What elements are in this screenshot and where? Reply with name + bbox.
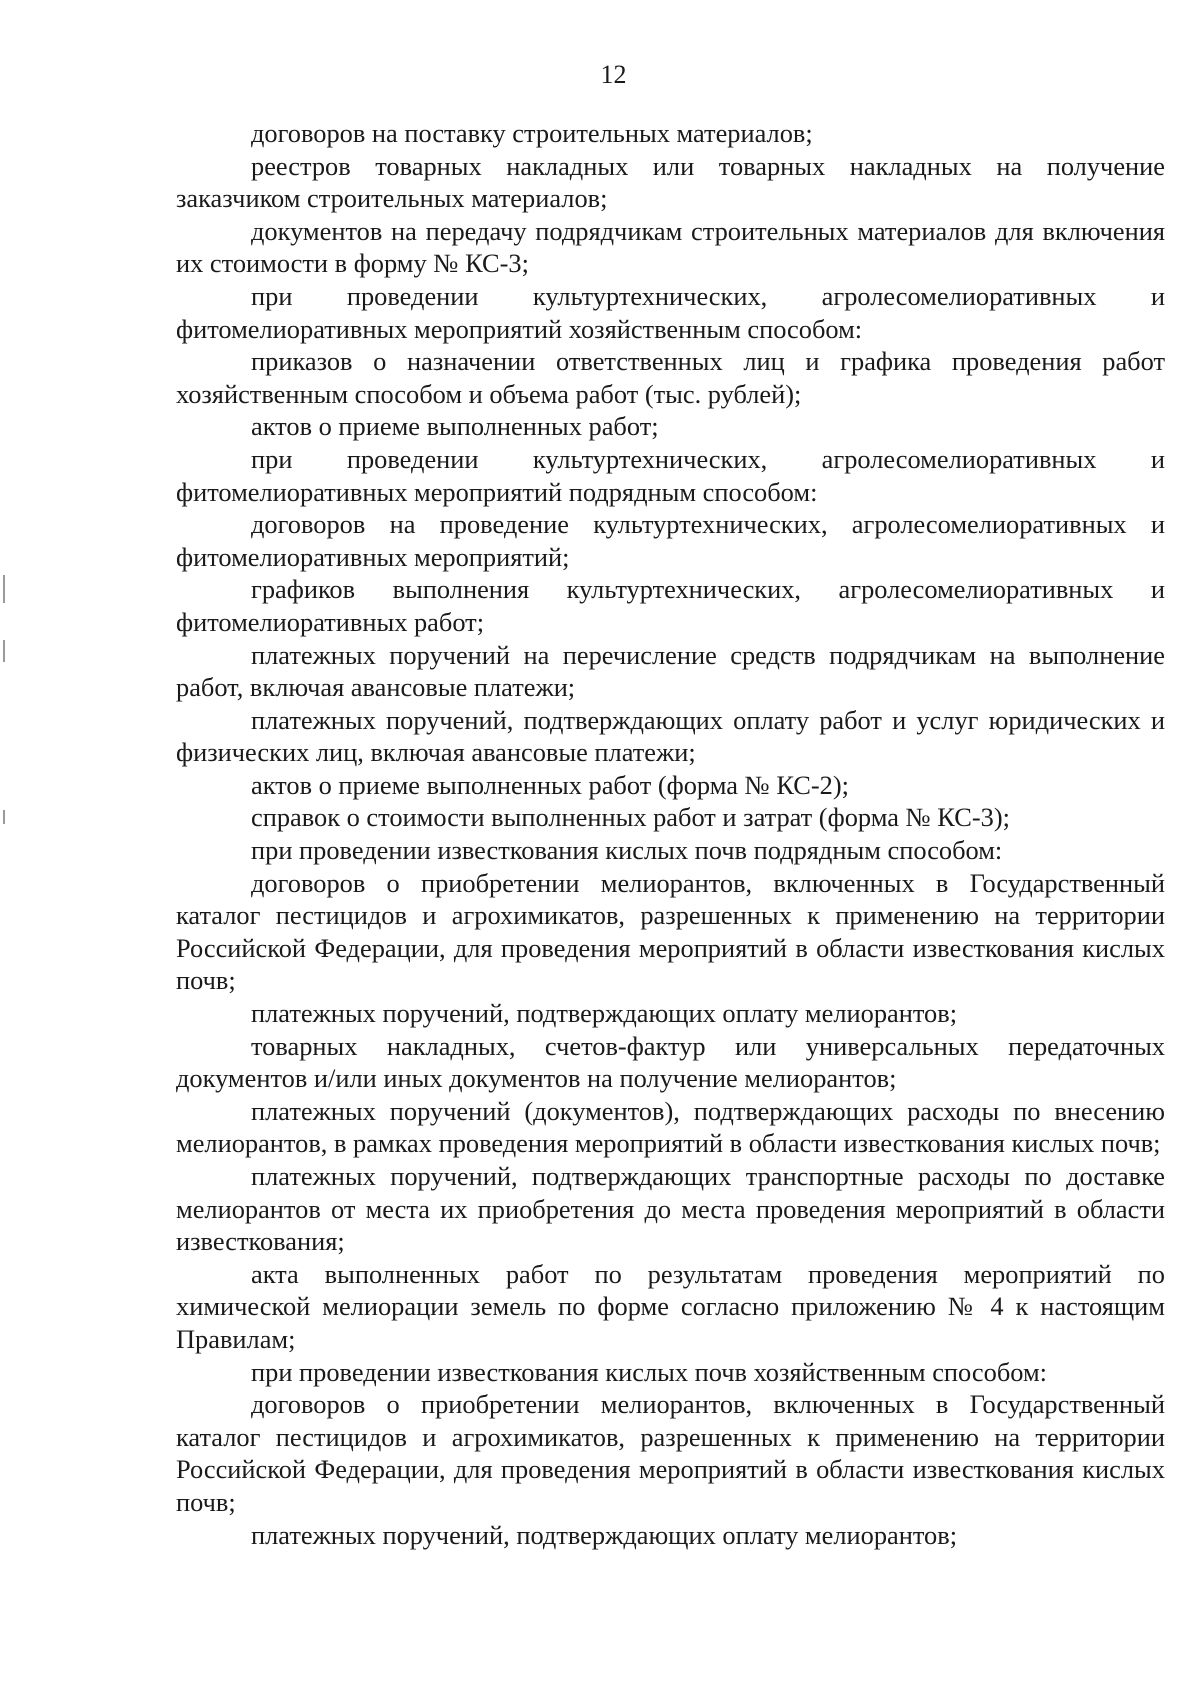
document-body — [176, 117, 1165, 1551]
list-item: платежных поручений, подтверждающих оплату мелиорантов; — [251, 998, 958, 1029]
list-item: договоров о приобретении мелиорантов, включенных в Государственный каталог пестицидов и агрохимикатов, разрешенных к применению на территории Российской Федерации, для проведения мероприятий в области известкования кислых почв; — [176, 1389, 1165, 1517]
list-item: графиков выполнения культуртехнических, агролесомелиоративных и фитомелиоративных работ; — [176, 574, 1165, 637]
section-heading: при проведении известкования кислых почв подрядным способом: — [251, 835, 1003, 866]
list-item: приказов о назначении ответственных лиц и графика проведения работ хозяйственным способом и объема работ (тыс. рублей); — [176, 346, 1165, 409]
list-item: платежных поручений, подтверждающих оплату работ и услуг юридических и физических лиц, включая авансовые платежи; — [176, 704, 1165, 768]
page-number: 12 — [600, 60, 627, 89]
scan-edge-mark — [3, 640, 5, 662]
list-item: актов о приеме выполненных работ; — [251, 411, 659, 442]
scan-edge-mark — [3, 810, 5, 824]
list-item: справок о стоимости выполненных работ и затрат (форма № КС-3); — [251, 802, 1010, 833]
section-heading: при проведении известкования кислых почв хозяйственным способом: — [251, 1356, 1047, 1387]
list-item: договоров на проведение культуртехнических, агролесомелиоративных и фитомелиоративных мероприятий; — [176, 509, 1165, 572]
list-item: актов о приеме выполненных работ (форма № КС-2); — [251, 769, 849, 800]
scan-edge-mark — [3, 575, 5, 603]
section-heading: при проведении культуртехнических, агролесомелиоративных и фитомелиоративных мероприятий подрядным способом: — [176, 443, 1165, 507]
list-item: реестров товарных накладных или товарных накладных на получение заказчиком строительных материалов; — [176, 150, 1165, 214]
list-item: платежных поручений, подтверждающих оплату мелиорантов; — [251, 1519, 958, 1550]
list-item: платежных поручений, подтверждающих транспортные расходы по доставке мелиорантов от места их приобретения до места проведения мероприятий в области известкования; — [176, 1161, 1165, 1257]
list-item: договоров на поставку строительных материалов; — [251, 118, 813, 148]
list-item: документов на передачу подрядчикам строительных материалов для включения их стоимости в форму № КС-3; — [176, 215, 1165, 279]
list-item: договоров о приобретении мелиорантов, включенных в Государственный каталог пестицидов и агрохимикатов, разрешенных к применению на территории Российской Федерации, для проведения мероприятий в области известкования кислых почв; — [176, 867, 1165, 996]
list-item: товарных накладных, счетов-фактур или универсальных передаточных документов и/или иных документов на получение мелиорантов; — [176, 1030, 1165, 1094]
list-item: акта выполненных работ по результатам проведения мероприятий по химической мелиорации земель по форме согласно приложению № 4 к настоящим Правилам; — [176, 1258, 1165, 1354]
section-heading: при проведении культуртехнических, агролесомелиоративных и фитомелиоративных мероприятий хозяйственным способом: — [176, 280, 1165, 344]
list-item: платежных поручений на перечисление средств подрядчикам на выполнение работ, включая авансовые платежи; — [176, 639, 1165, 703]
list-item: платежных поручений (документов), подтверждающих расходы по внесению мелиорантов, в рамках проведения мероприятий в области известкования кислых почв; — [176, 1095, 1165, 1159]
